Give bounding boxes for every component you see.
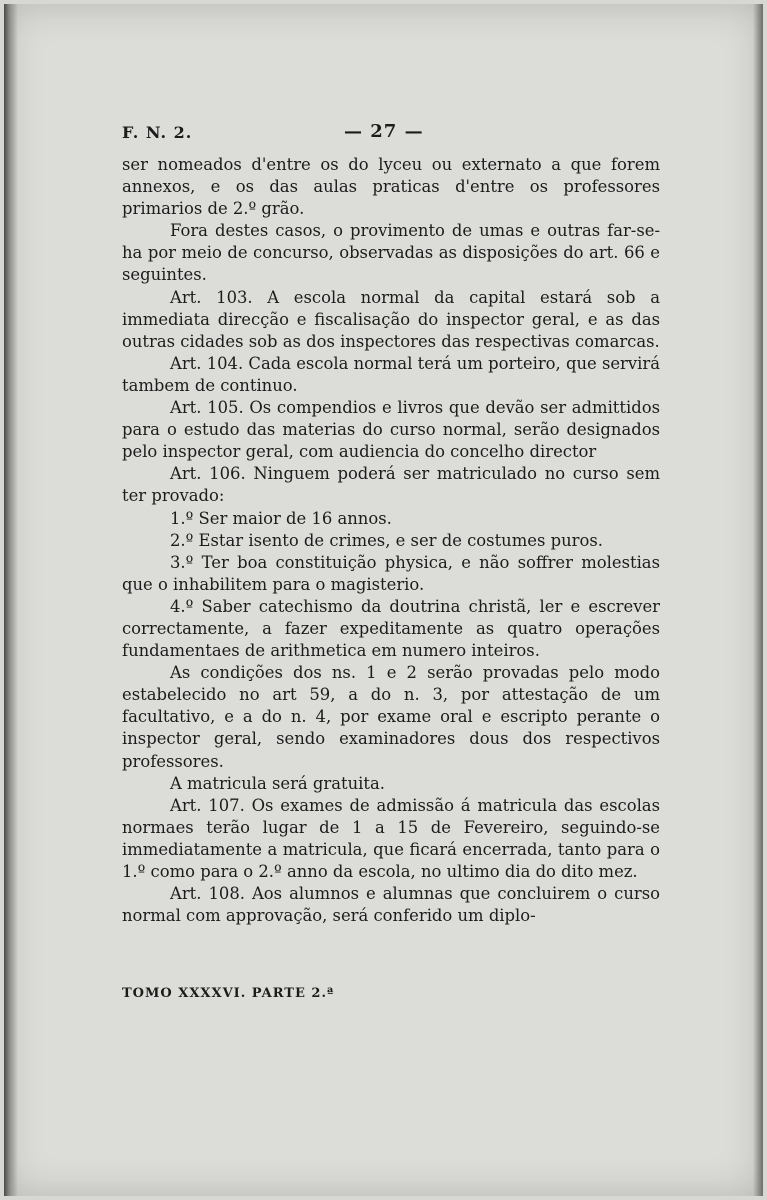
list-item: 4.º Saber catechismo da doutrina christã, ler e escrever correctamente, a fazer expeditamente as quatro operações fundamentaes de arithmetica em numero inteiros. xyxy=(122,596,660,661)
list-item: 1.º Ser maior de 16 annos. xyxy=(170,508,392,528)
article-105: Art. 105. Os compendios e livros que devão ser admittidos para o estudo das materias do curso normal, serão designados pelo inspector geral, com audiencia do concelho director xyxy=(122,398,660,462)
printer-signature: F. N. 2. xyxy=(122,123,193,142)
paragraph-continuation: ser nomeados d'entre os do lyceu ou externato a que forem annexos, e os das aulas praticas d'entre os professores primarios de 2.º grão. xyxy=(122,155,660,219)
page-header xyxy=(122,123,662,147)
article-107: Art. 107. Os exames de admissão á matricula das escolas normaes terão lugar de 1 a 15 de Fevereiro, seguindo-se immediatamente a matricula, que ficará encerrada, tanto para o 1.º como para o 2.º anno da escola, no ultimo dia do dito mez. xyxy=(122,795,660,881)
list-item: 2.º Estar isento de crimes, e ser de costumes puros. xyxy=(170,530,603,550)
paragraph: As condições dos ns. 1 e 2 serão provadas pelo modo estabelecido no art 59, a do n. 3, por attestação de um facultativo, e a do n. 4, por exame oral e escripto perante o inspector geral, sendo examinadores dous dos respectivos professores. xyxy=(122,663,660,771)
page-number: — 27 — xyxy=(344,121,424,142)
paragraph: Fora destes casos, o provimento de umas e outras far-se-ha por meio de concurso, observadas as disposições do art. 66 e seguintes. xyxy=(122,221,660,285)
article-108: Art. 108. Aos alumnos e alumnas que concluirem o curso normal com approvação, será conferido um diplo- xyxy=(122,884,660,926)
article-104: Art. 104. Cada escola normal terá um porteiro, que servirá tambem de continuo. xyxy=(122,353,660,395)
article-106: Art. 106. Ninguem poderá ser matriculado no curso sem ter provado: xyxy=(122,464,660,506)
document-page xyxy=(4,4,763,1196)
list-item: 3.º Ter boa constituição physica, e não soffrer molestias que o inhabilitem para o magisterio. xyxy=(122,552,660,594)
paragraph: A matricula será gratuita. xyxy=(170,773,385,793)
page-body xyxy=(122,154,660,927)
article-103: Art. 103. A escola normal da capital estará sob a immediata direcção e fiscalisação do inspector geral, e as das outras cidades sob as dos inspectores das respectivas comarcas. xyxy=(122,287,660,351)
volume-footer: TOMO XXXXVI. PARTE 2.ª xyxy=(122,986,335,1001)
